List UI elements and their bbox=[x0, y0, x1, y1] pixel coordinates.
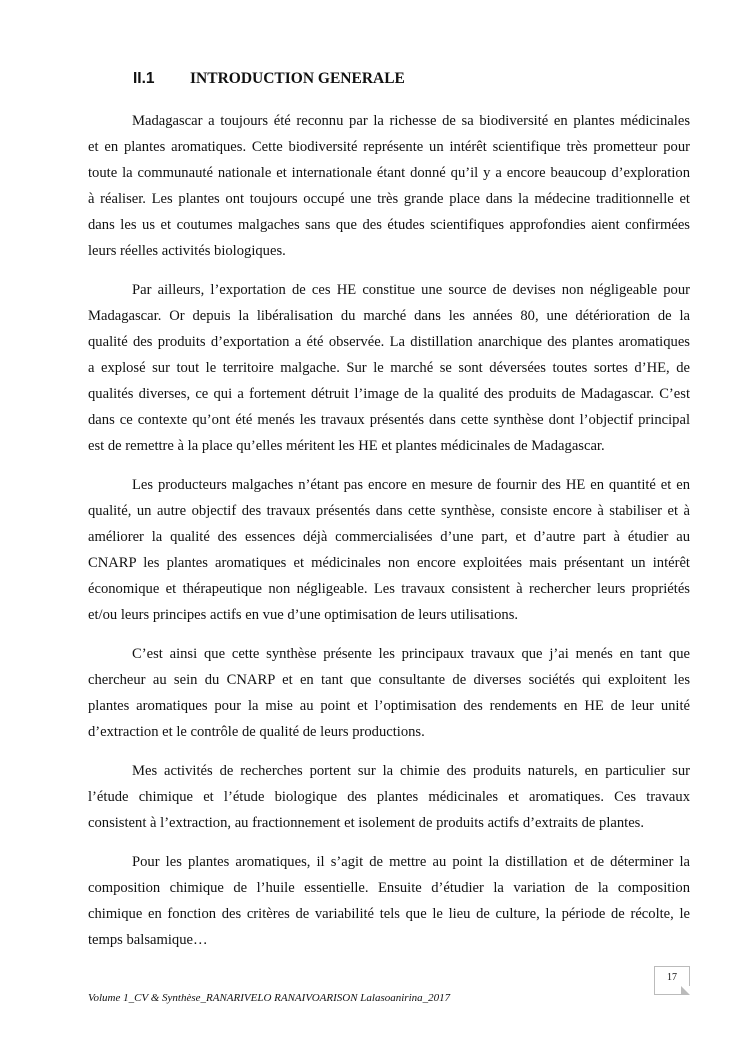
text-line: Mes activités de recherches portent sur la chimie des produits naturels, en particulier sur bbox=[132, 763, 690, 779]
text-line: d’extraction et le contrôle de qualité de leurs productions. bbox=[88, 724, 425, 740]
paragraph bbox=[88, 108, 690, 264]
text-line: a explosé sur tout le territoire malgache. Sur le marché se sont déversées toutes sortes d’HE, de bbox=[88, 360, 690, 376]
page-footer: Volume 1_CV & Synthèse_RANARIVELO RANAIVOARISON Lalasoanirina_2017 bbox=[88, 992, 451, 1004]
text-line: améliorer la qualité des essences déjà commercialisées d’une part, et d’autre part à étudier au bbox=[88, 529, 690, 545]
text-line: qualité des produits d’exportation a été observée. La distillation anarchique des plantes aromatiques bbox=[88, 334, 690, 350]
page-number-box bbox=[654, 966, 690, 995]
paragraph bbox=[88, 277, 690, 459]
page-number: 17 bbox=[667, 972, 677, 983]
text-line: Madagascar. Or depuis la libéralisation du marché dans les années 80, une détérioration de la bbox=[88, 308, 690, 324]
text-line: dans les us et coutumes malgaches sans que des études scientifiques approfondies aient confirmées bbox=[88, 217, 690, 233]
section-number: II.1 bbox=[133, 70, 155, 87]
text-line: et en plantes aromatiques. Cette biodiversité représente un intérêt scientifique très prometteur pour bbox=[88, 139, 690, 155]
text-line: CNARP les plantes aromatiques et médicinales non encore exploitées mais présentant un intérêt bbox=[88, 555, 690, 571]
paragraph bbox=[88, 472, 690, 628]
text-line: chercheur au sein du CNARP et en tant que consultante de diverses sociétés qui exploitent les bbox=[88, 672, 690, 688]
text-line: C’est ainsi que cette synthèse présente les principaux travaux que j’ai menés en tant que bbox=[132, 646, 690, 662]
text-line: économique et thérapeutique non négligeable. Les travaux consistent à rechercher leurs propriétés bbox=[88, 581, 690, 597]
text-line: composition chimique de l’huile essentielle. Ensuite d’étudier la variation de la composition bbox=[88, 880, 690, 896]
paragraph bbox=[88, 758, 690, 836]
paragraph bbox=[88, 641, 690, 745]
section-title: INTRODUCTION GENERALE bbox=[190, 70, 405, 87]
text-line: Madagascar a toujours été reconnu par la richesse de sa biodiversité en plantes médicinales bbox=[132, 113, 690, 129]
text-line: dans ce contexte qu’ont été menés les travaux présentés dans cette synthèse dont l’objectif principal bbox=[88, 412, 690, 428]
text-line: temps balsamique… bbox=[88, 932, 208, 948]
text-line: Par ailleurs, l’exportation de ces HE constitue une source de devises non négligeable pour bbox=[132, 282, 690, 298]
document-body bbox=[88, 108, 690, 966]
text-line: qualités diverses, ce qui a fortement détruit l’image de la qualité des produits de Madagascar. C’est bbox=[88, 386, 690, 402]
text-line: Les producteurs malgaches n’étant pas encore en mesure de fournir des HE en quantité et en bbox=[132, 477, 690, 493]
text-line: l’étude chimique et l’étude biologique des plantes médicinales et aromatiques. Ces travaux bbox=[88, 789, 690, 805]
text-line: Pour les plantes aromatiques, il s’agit de mettre au point la distillation et de déterminer la bbox=[132, 854, 690, 870]
text-line: et/ou leurs principes actifs en vue d’une optimisation de leurs utilisations. bbox=[88, 607, 519, 623]
text-line: à réaliser. Les plantes ont toujours occupé une très grande place dans la médecine traditionnelle et bbox=[88, 191, 690, 207]
text-line: est de remettre à la place qu’elles méritent les HE et plantes médicinales de Madagascar. bbox=[88, 438, 605, 454]
page-fold-shadow bbox=[681, 986, 690, 995]
text-line: chimique en fonction des critères de variabilité tels que le lieu de culture, la période de récolte, le bbox=[88, 906, 690, 922]
section-heading bbox=[133, 70, 405, 88]
text-line: qualité, un autre objectif des travaux présentés dans cette synthèse, consiste encore à stabiliser et à bbox=[88, 503, 690, 519]
text-line: leurs réelles activités biologiques. bbox=[88, 243, 286, 259]
text-line: plantes aromatiques pour la mise au point et l’optimisation des rendements en HE de leur unité bbox=[88, 698, 690, 714]
paragraph bbox=[88, 849, 690, 953]
text-line: toute la communauté nationale et internationale étant donné qu’il y a encore beaucoup d’exploration bbox=[88, 165, 690, 181]
text-line: consistent à l’extraction, au fractionnement et isolement de produits actifs d’extraits de plantes. bbox=[88, 815, 645, 831]
